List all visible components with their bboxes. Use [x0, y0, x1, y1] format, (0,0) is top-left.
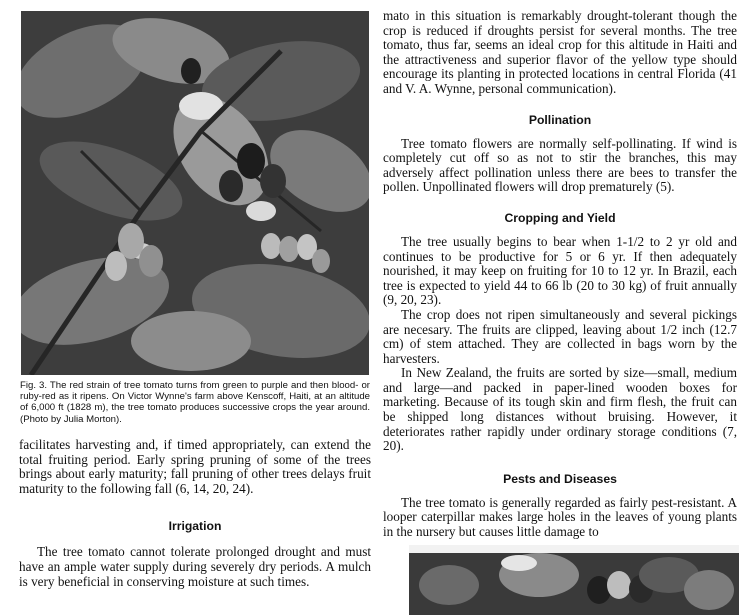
second-photo	[409, 545, 739, 615]
left-column	[19, 438, 371, 589]
cropping-paragraph-3: In New Zealand, the fruits are sorted by size—small, medium and large—and packed in paper-lined wooden boxes for marketing. Because of its tough skin and firm flesh, the fruit can be shipped long distances without bruising. However, it deteriorates rather rapidly under ordinary storage conditions (7, 20).	[383, 365, 737, 454]
irrigation-paragraph: The tree tomato cannot tolerate prolonged drought and must have an ample water supply during severely dry periods. A mulch is very beneficial in conserving moisture at such times.	[19, 544, 371, 589]
pollination-paragraph: Tree tomato flowers are normally self-pollinating. If wind is completely cut off so as not to stir the branches, this may adversely affect pollination unless there are bees to transfer the pollen. Unpollinated flowers will drop prematurely (5).	[383, 135, 737, 195]
cropping-paragraph-1: The tree usually begins to bear when 1-1/2 to 2 yr old and continues to be productive for 5 or 6 yr. If then adequately nourished, it may keep on fruiting for 10 to 12 yr. In Brazil, each tree is expected to yield 44 to 66 lb (20 to 30 kg) of fruit annually (9, 20, 23).	[383, 233, 737, 308]
irrigation-heading: Irrigation	[168, 519, 222, 534]
pests-paragraph: The tree tomato is generally regarded as fairly pest-resistant. A looper caterpillar makes large holes in the leaves of young plants in the nursery but causes little damage to	[383, 494, 737, 540]
second-photo-image	[409, 545, 739, 615]
right-continued-paragraph: mato in this situation is remarkably drought-tolerant though the crop is reduced if droughts persist for several months. The tree tomato, thus far, seems an ideal crop for this altitude in Haiti and the attractiveness and superior flavor of the yellow type should encourage its planting in protected locations in central Florida (41 and V. A. Wynne, personal communication).	[383, 8, 737, 96]
pests-heading: Pests and Diseases	[503, 471, 617, 486]
right-column	[383, 9, 737, 540]
figure-caption: Fig. 3. The red strain of tree tomato turns from green to purple and then blood- or ruby-red as it ripens. On Victor Wynne's farm above Kenscoff, Haiti, at an altitude of 6,000 ft (1828 m), the tree tomato produces successive crops the year around. (Photo by Julia Morton).	[20, 380, 370, 425]
pollination-heading: Pollination	[528, 112, 592, 127]
tree-tomato-photo	[21, 11, 369, 375]
left-continued-paragraph: facilitates harvesting and, if timed appropriately, can extend the total fruiting period. Early spring pruning of some of the trees brings about early maturity; fall pruning of other trees delays fruit maturity to the following fall (6, 14, 20, 24).	[19, 437, 371, 496]
cropping-paragraph-2: The crop does not ripen simultaneously and several pickings are necesary. The fruits are clipped, leaving about 1/2 inch (12.7 cm) of stem attached. They are collected in bags worn by the harvesters.	[383, 306, 737, 366]
photo-image	[21, 11, 369, 375]
cropping-heading: Cropping and Yield	[504, 210, 616, 225]
